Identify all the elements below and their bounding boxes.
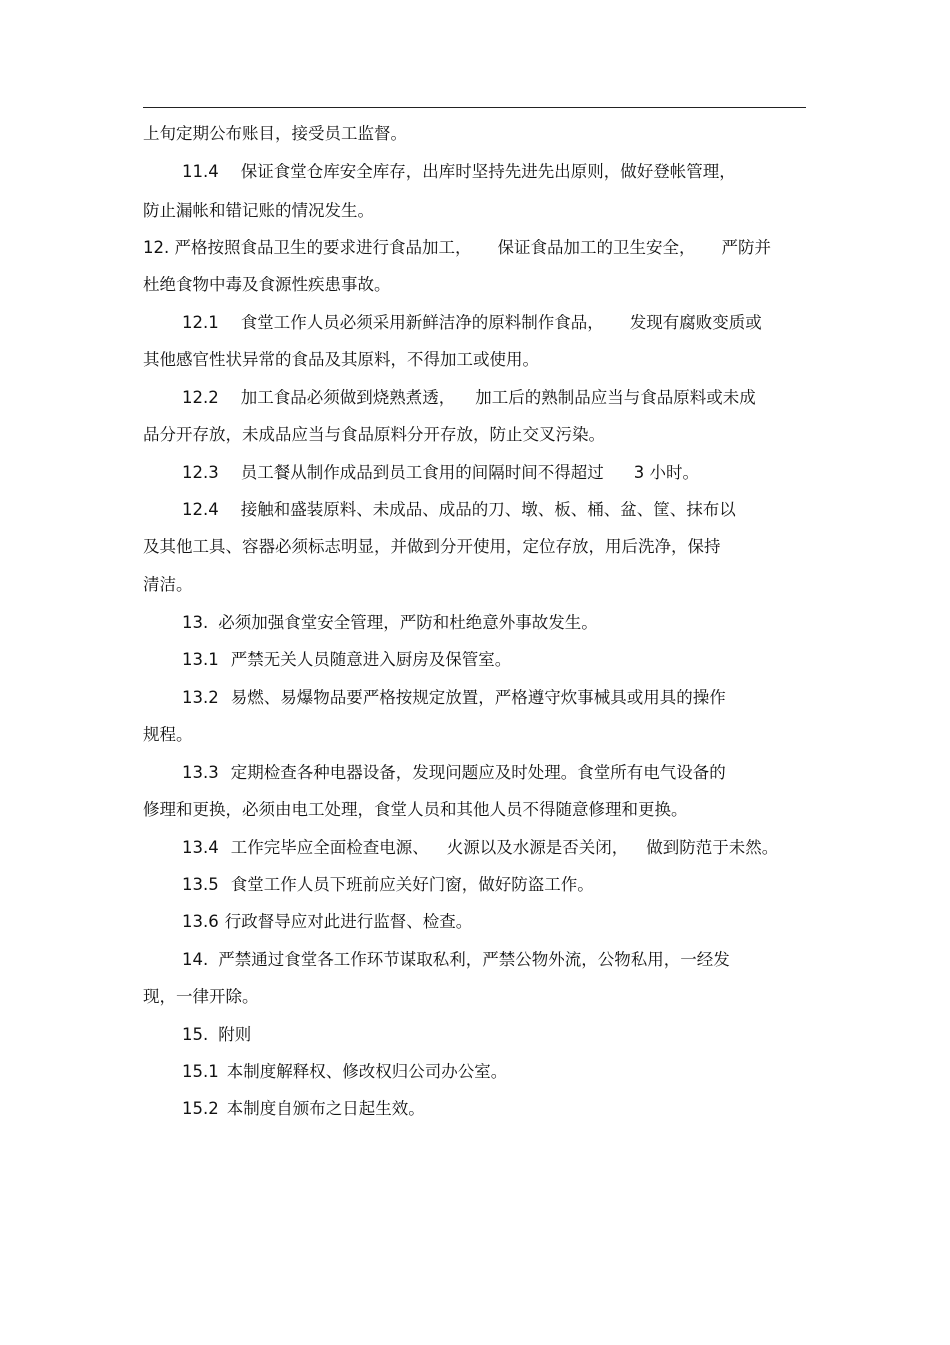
clause-number: 13.6 xyxy=(182,912,219,931)
text-line xyxy=(182,685,806,711)
paragraph-text: 易燃、易爆物品要严格按规定放置，严格遵守炊事械具或用具的操作 xyxy=(230,688,726,707)
paragraph-text: 食堂工作人员下班前应关好门窗，做好防盗工作。 xyxy=(230,875,594,894)
clause-number: 15.2 xyxy=(182,1099,219,1118)
paragraph-text: 食堂工作人员必须采用新鲜洁净的原料制作食品， xyxy=(240,313,604,332)
clause-number: 13.4 xyxy=(182,838,219,857)
text-line xyxy=(143,272,806,298)
paragraph-text: 上旬定期公布账目，接受员工监督。 xyxy=(143,124,407,143)
text-line xyxy=(143,722,806,748)
paragraph-text: 定期检查各种电器设备，发现问题应及时处理。食堂所有电气设备的 xyxy=(230,763,726,782)
paragraph-text: 保证食堂仓库安全库存，出库时坚持先进先出原则，做好登帐管理， xyxy=(240,162,736,181)
paragraph-text: 规程。 xyxy=(143,725,193,744)
document-body xyxy=(143,0,806,1345)
paragraph-text: 必须加强食堂安全管理，严防和杜绝意外事故发生。 xyxy=(218,613,598,632)
paragraph-text: 品分开存放，未成品应当与食品原料分开存放，防止交叉污染。 xyxy=(143,425,605,444)
text-line xyxy=(182,497,806,523)
paragraph-text: 杜绝食物中毒及食源性疾患事故。 xyxy=(143,275,391,294)
text-line xyxy=(143,422,806,448)
text-line xyxy=(182,909,806,935)
clause-number: 15.1 xyxy=(182,1062,219,1081)
paragraph-text: 清洁。 xyxy=(143,575,193,594)
paragraph-text: 本制度解释权、修改权归公司办公室。 xyxy=(226,1062,508,1081)
clause-number: 13.5 xyxy=(182,875,219,894)
text-line xyxy=(143,347,806,373)
paragraph-text: 行政督导应对此进行监督、检查。 xyxy=(224,912,473,931)
paragraph-text: 加工后的熟制品应当与食品原料或未成 xyxy=(475,388,756,407)
paragraph-text: 现，一律开除。 xyxy=(143,987,259,1006)
paragraph-text: 火源以及水源是否关闭， xyxy=(446,838,629,857)
clause-number: 13.2 xyxy=(182,688,219,707)
clause-number: 12.4 xyxy=(182,500,219,519)
text-line xyxy=(182,310,806,336)
text-line xyxy=(182,159,806,185)
clause-number: 12.2 xyxy=(182,388,219,407)
text-line xyxy=(182,647,806,673)
clause-number: 15. xyxy=(182,1025,209,1044)
clause-number: 11.4 xyxy=(182,162,219,181)
text-line xyxy=(182,872,806,898)
text-line xyxy=(143,984,806,1010)
paragraph-text: 修理和更换，必须由电工处理，食堂人员和其他人员不得随意修理和更换。 xyxy=(143,800,688,819)
paragraph-text: 及其他工具、容器必须标志明显，并做到分开使用，定位存放，用后洗净，保持 xyxy=(143,537,721,556)
paragraph-text: 接触和盛装原料、未成品、成品的刀、墩、板、桶、盆、筐、抹布以 xyxy=(240,500,736,519)
paragraph-text: 附则 xyxy=(218,1025,252,1044)
paragraph-text: 做到防范于未然。 xyxy=(646,838,779,857)
paragraph-text: 3 小时。 xyxy=(633,463,699,482)
paragraph-text: 严禁通过食堂各工作环节谋取私利，严禁公物外流，公物私用，一经发 xyxy=(218,950,730,969)
paragraph-text: 保证食品加工的卫生安全， xyxy=(497,238,696,257)
text-line xyxy=(182,835,806,861)
text-line xyxy=(182,1059,806,1085)
paragraph-text: 其他感官性状异常的食品及其原料，不得加工或使用。 xyxy=(143,350,539,369)
text-line xyxy=(143,534,806,560)
text-line xyxy=(182,760,806,786)
paragraph-text: 严防并 xyxy=(721,238,771,257)
text-line xyxy=(143,797,806,823)
text-line xyxy=(182,1022,806,1048)
paragraph-text: 加工食品必须做到烧熟煮透， xyxy=(240,388,456,407)
paragraph-text: 工作完毕应全面检查电源、 xyxy=(230,838,429,857)
clause-number: 12.3 xyxy=(182,463,219,482)
paragraph-text: 防止漏帐和错记账的情况发生。 xyxy=(143,201,374,220)
clause-number: 14. xyxy=(182,950,209,969)
paragraph-text: 12. 严格按照食品卫生的要求进行食品加工， xyxy=(143,238,472,257)
paragraph-text: 本制度自颁布之日起生效。 xyxy=(226,1099,425,1118)
clause-number: 13. xyxy=(182,613,209,632)
text-line xyxy=(182,610,806,636)
text-line xyxy=(143,121,806,147)
clause-number: 13.3 xyxy=(182,763,219,782)
paragraph-text: 严禁无关人员随意进入厨房及保管室。 xyxy=(230,650,512,669)
text-line xyxy=(182,1096,806,1122)
text-line xyxy=(143,572,806,598)
paragraph-text: 员工餐从制作成品到员工食用的间隔时间不得超过 xyxy=(240,463,604,482)
paragraph-text: 发现有腐败变质或 xyxy=(629,313,762,332)
text-line xyxy=(182,460,806,486)
text-line xyxy=(143,198,806,224)
clause-number: 12.1 xyxy=(182,313,219,332)
text-line xyxy=(182,385,806,411)
clause-number: 13.1 xyxy=(182,650,219,669)
text-line xyxy=(143,235,806,261)
text-line xyxy=(182,947,806,973)
